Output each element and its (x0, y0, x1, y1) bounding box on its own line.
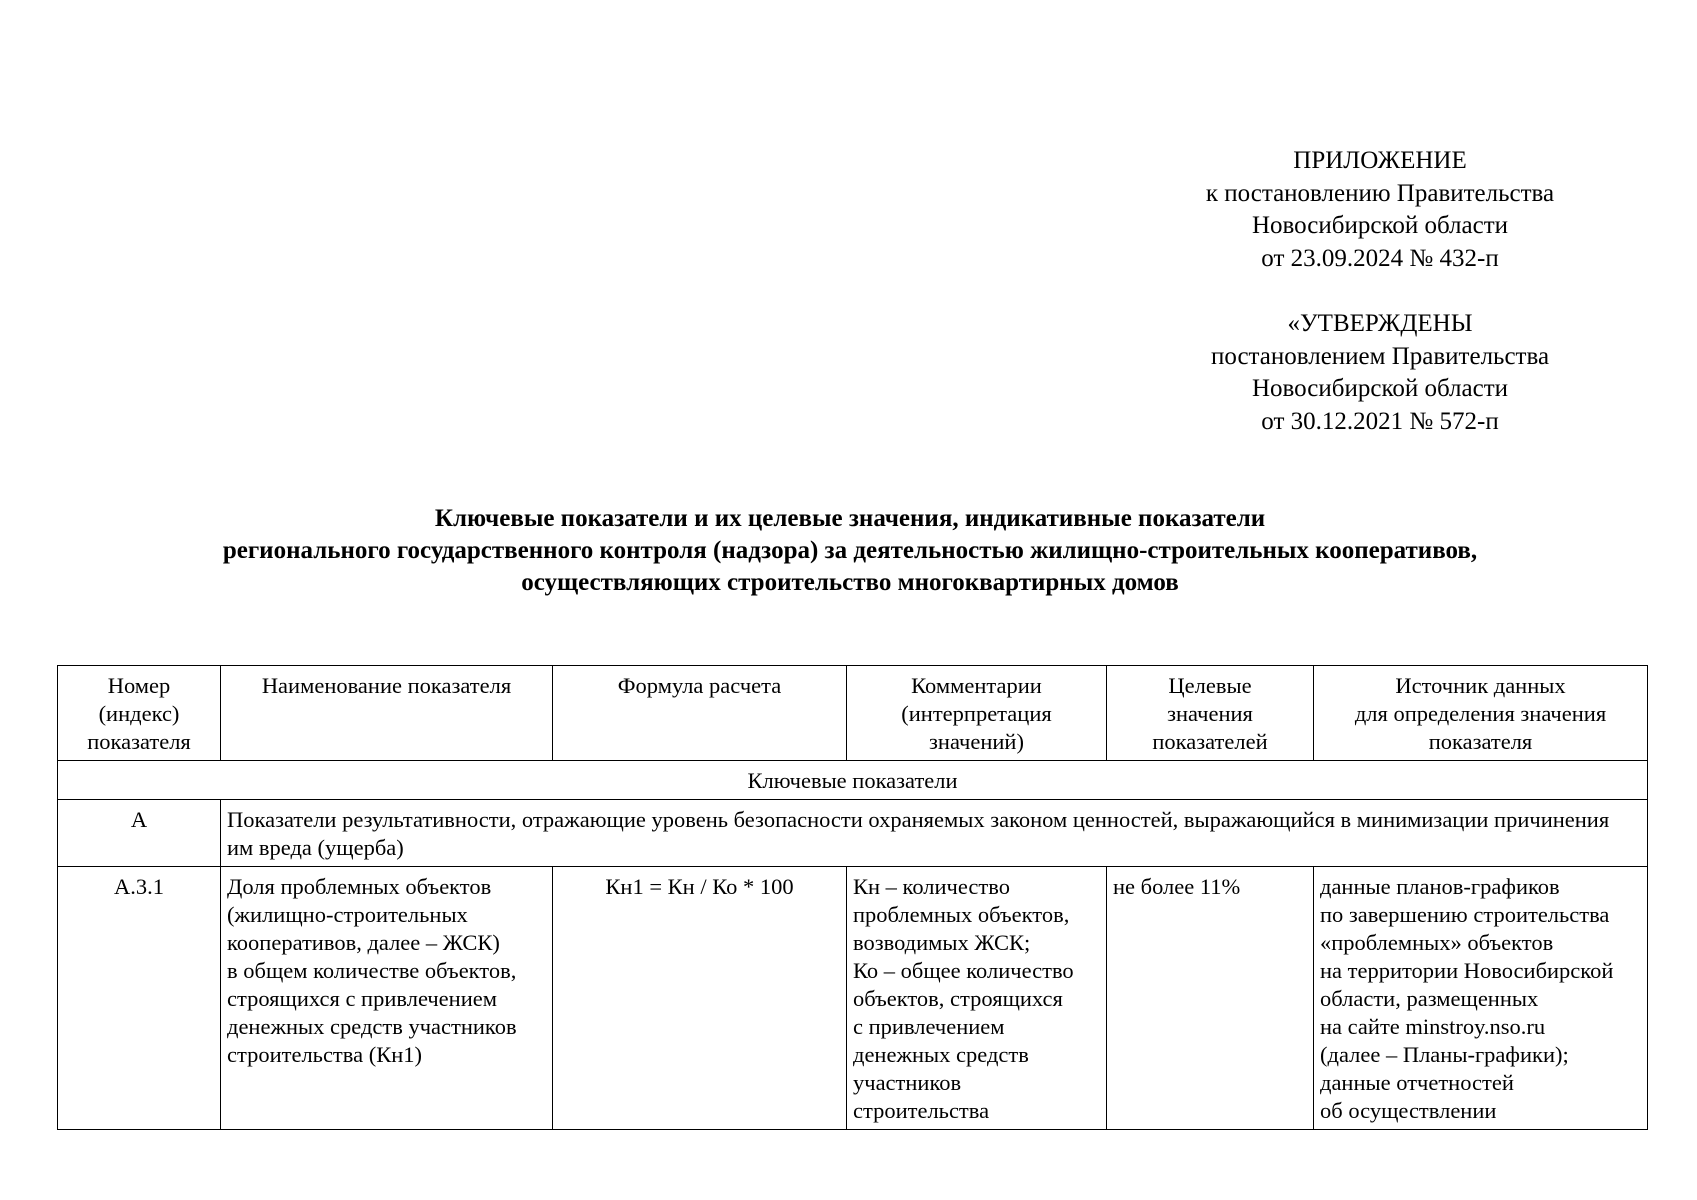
table-row (58, 867, 1648, 1130)
row-comment: Кн – количество проблемных объектов, возводимых ЖСК; Ко – общее количество объектов, строящихся с привлечением денежных средств участников строительства (847, 867, 1107, 1130)
row-target: не более 11% (1107, 867, 1314, 1130)
appendix-line: ПРИЛОЖЕНИЕ (1293, 147, 1467, 174)
header-cell-number: Номер (индекс) показателя (58, 666, 221, 761)
header-cell-formula: Формула расчета (553, 666, 847, 761)
title-line: осуществляющих строительство многоквартирных домов (521, 569, 1179, 596)
approval-line: постановлением Правительства (1210, 342, 1550, 370)
row-code: А.3.1 (58, 867, 221, 1130)
approval-line: «УТВЕРЖДЕНЫ (1287, 310, 1473, 337)
approval-line: от 30.12.2021 № 572-п (1261, 407, 1499, 435)
title-line: Ключевые показатели и их целевые значения, индикативные показатели (434, 505, 1266, 532)
row-source: данные планов-графиков по завершению строительства «проблемных» объектов на территории Новосибирской области, размещенных на сайте minstroy.nso.ru (далее – Планы-графики); данные отчетностей об осуществлении (1314, 867, 1648, 1130)
header-cell-name: Наименование показателя (221, 666, 553, 761)
row-formula: Кн1 = Кн / Ко * 100 (553, 867, 847, 1130)
approval-line: Новосибирской области (1251, 375, 1509, 402)
appendix-line: к постановлению Правительства (1205, 179, 1555, 207)
appendix-header (1140, 145, 1620, 438)
header-cell-source: Источник данных для определения значения показателя (1314, 666, 1648, 761)
section-row (58, 761, 1648, 800)
title-line: регионального государственного контроля (надзора) за деятельностью жилищно-строительных кооперативов, (222, 537, 1478, 564)
appendix-line: от 23.09.2024 № 432-п (1261, 244, 1499, 272)
section-label: Ключевые показатели (58, 761, 1648, 800)
header-cell-target: Целевые значения показателей (1107, 666, 1314, 761)
header-cell-comment: Комментарии (интерпретация значений) (847, 666, 1107, 761)
indicators-table (57, 665, 1648, 1130)
table-header-row (58, 666, 1648, 761)
appendix-line: Новосибирской области (1251, 212, 1509, 239)
group-code: А (58, 800, 221, 867)
document-title (80, 503, 1620, 599)
row-name: Доля проблемных объектов (жилищно-строительных кооперативов, далее – ЖСК) в общем количестве объектов, строящихся с привлечением денежных средств участников строительства (Кн1) (221, 867, 553, 1130)
group-row (58, 800, 1648, 867)
group-text: Показатели результативности, отражающие уровень безопасности охраняемых законом ценностей, выражающийся в минимизации причинения им вреда (ущерба) (221, 800, 1648, 867)
